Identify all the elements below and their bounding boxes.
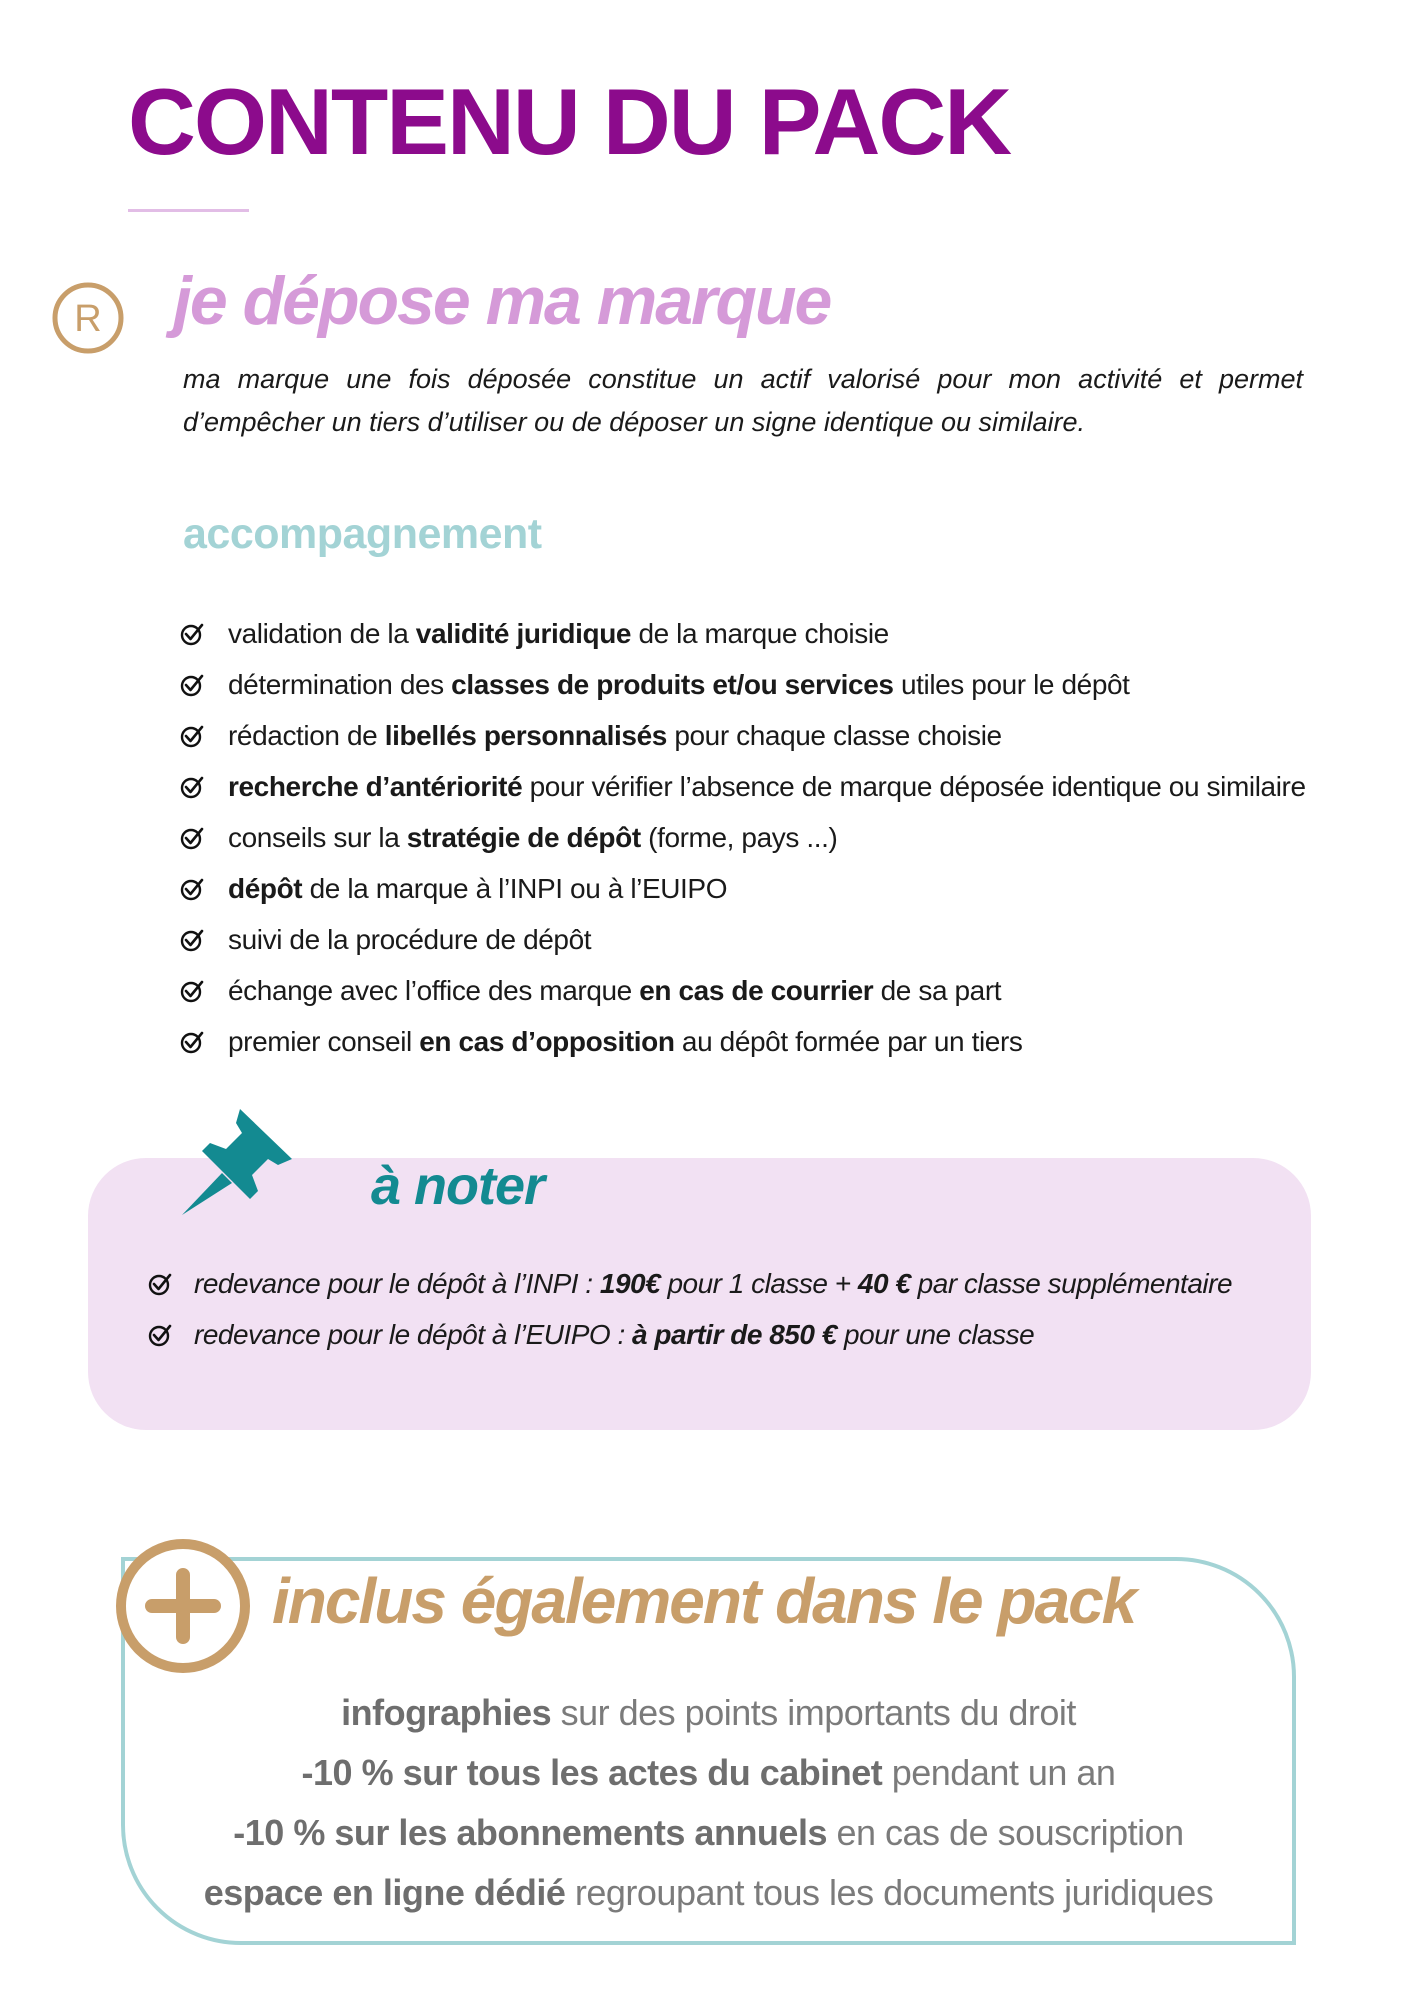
check-circle-icon (148, 1323, 172, 1347)
check-circle-icon (148, 1272, 172, 1296)
title-divider (128, 209, 249, 212)
included-heading: inclus également dans le pack (272, 1565, 1136, 1637)
check-circle-icon (180, 724, 204, 748)
check-circle-icon (180, 622, 204, 646)
list-item: validation de la validité juridique de la marque choisie (180, 608, 1400, 659)
pushpin-shape (182, 1109, 292, 1215)
accompagnement-list (180, 608, 1400, 1067)
check-circle-icon (180, 979, 204, 1003)
check-circle-icon (180, 1030, 204, 1054)
plus-circle-icon (114, 1537, 252, 1675)
list-item: dépôt de la marque à l’INPI ou à l’EUIPO (180, 863, 1400, 914)
accompagnement-heading: accompagnement (183, 510, 542, 558)
list-item: conseils sur la stratégie de dépôt (forme, pays ...) (180, 812, 1400, 863)
section-intro: ma marque une fois déposée constitue un actif valorisé pour mon activité et permet d’empêcher un tiers d’utiliser ou de déposer un signe identique ou similaire. (183, 364, 1303, 437)
list-item: rédaction de libellés personnalisés pour chaque classe choisie (180, 710, 1400, 761)
included-list (121, 1683, 1296, 1923)
pushpin-icon (178, 1103, 298, 1223)
check-circle-icon (180, 928, 204, 952)
list-item: détermination des classes de produits et/ou services utiles pour le dépôt (180, 659, 1400, 710)
page-title: CONTENU DU PACK (128, 69, 1011, 174)
list-item: espace en ligne dédié regroupant tous les documents juridiques (203, 1872, 1214, 1913)
list-item: -10 % sur les abonnements annuels en cas de souscription (233, 1812, 1184, 1853)
check-circle-icon (180, 775, 204, 799)
list-item: premier conseil en cas d’opposition au dépôt formée par un tiers (180, 1016, 1400, 1067)
note-heading: à noter (371, 1156, 545, 1216)
check-circle-icon (180, 826, 204, 850)
list-item: recherche d’antériorité pour vérifier l’absence de marque déposée identique ou similaire (180, 761, 1400, 812)
note-list (148, 1258, 1232, 1360)
registered-trademark-icon (50, 280, 126, 356)
list-item: redevance pour le dépôt à l’INPI : 190€ pour 1 classe + 40 € par classe supplémentaire (148, 1258, 1232, 1309)
section-title: je dépose ma marque (173, 263, 831, 339)
list-item: suivi de la procédure de dépôt (180, 914, 1400, 965)
list-item: -10 % sur tous les actes du cabinet pendant un an (301, 1752, 1116, 1793)
list-item: infographies sur des points importants du droit (341, 1692, 1076, 1733)
check-circle-icon (180, 673, 204, 697)
check-circle-icon (180, 877, 204, 901)
list-item: redevance pour le dépôt à l’EUIPO : à partir de 850 € pour une classe (148, 1309, 1232, 1360)
list-item: échange avec l’office des marque en cas de courrier de sa part (180, 965, 1400, 1016)
registered-letter: R (74, 298, 102, 340)
